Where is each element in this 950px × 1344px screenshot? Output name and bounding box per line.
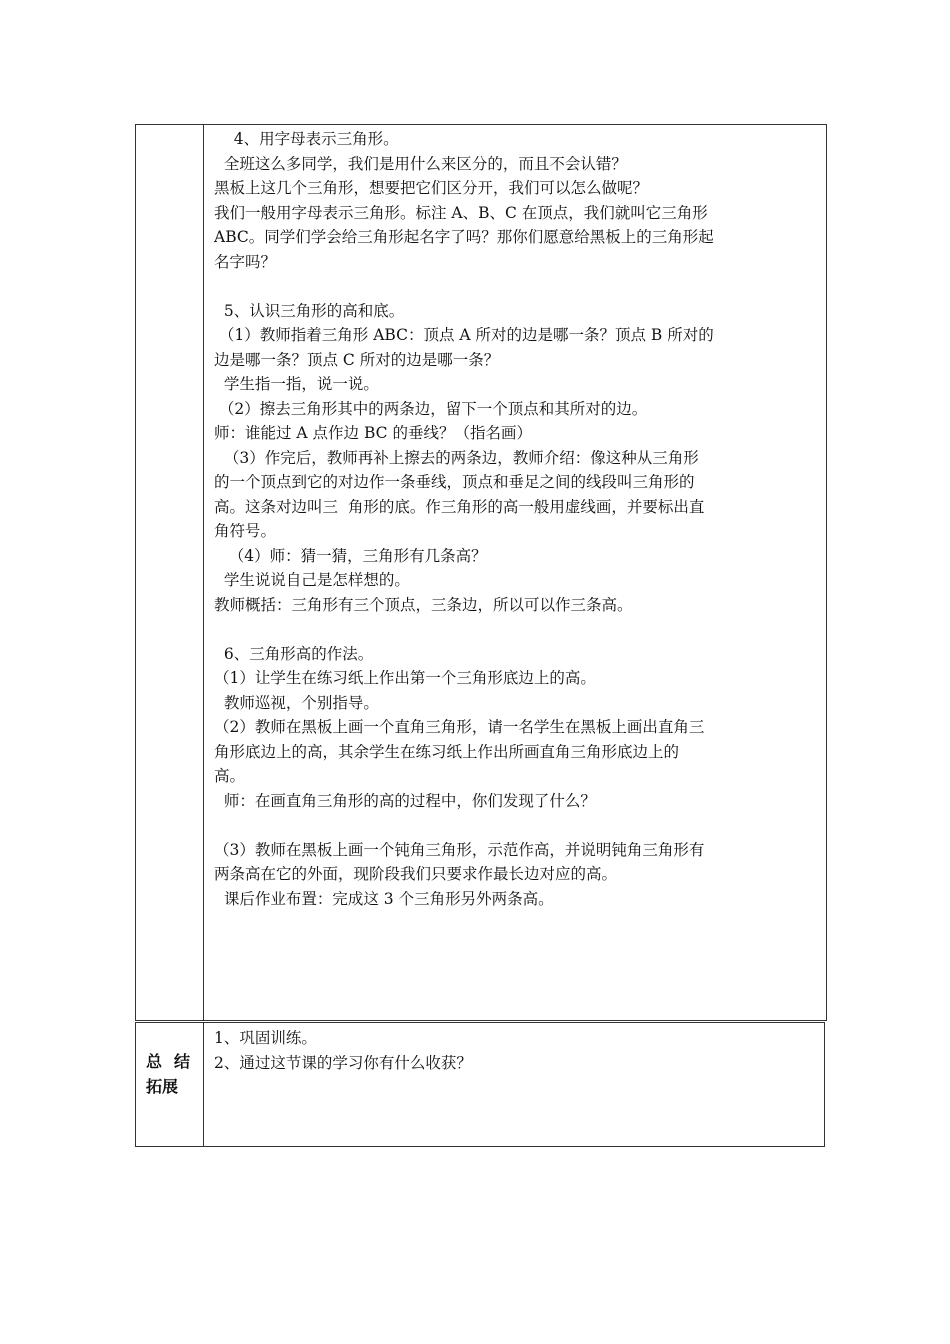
text-line — [214, 813, 820, 838]
text-line: 4、用字母表示三角形。 — [214, 130, 399, 148]
text-line: （1）让学生在练习纸上作出第一个三角形底边上的高。 — [214, 669, 596, 687]
row-content-cell — [204, 1023, 824, 1146]
label-line: 拓展 — [146, 1077, 179, 1096]
text-line: 教师概括：三角形有三个顶点，三条边，所以可以作三条高。 — [214, 595, 633, 614]
text-line: （4）师：猜一猜，三角形有几条高？ — [214, 546, 487, 565]
row-content-cell — [204, 125, 826, 1020]
text-line: 课后作业布置：完成这 3 个三角形另外两条高。 — [214, 889, 554, 908]
text-line: 1、巩固训练。 — [214, 1029, 317, 1047]
row-label-cell — [136, 1023, 204, 1146]
table-row-summary — [135, 1022, 825, 1147]
text-line: 5、认识三角形的高和底。 — [214, 301, 405, 320]
text-line: 全班这么多同学，我们是用什么来区分的，而且不会认错？ — [214, 154, 627, 173]
text-line: （3）教师在黑板上画一个钝角三角形，示范作高，并说明钝角三角形有 — [214, 840, 705, 859]
label-line: 总结 — [146, 1052, 203, 1071]
text-line: （3）作完后，教师再补上擦去的两条边，教师介绍：像这种从三角形 — [214, 448, 699, 467]
text-line: 边是哪一条？顶点 C 所对的边是哪一条？ — [214, 350, 500, 369]
text-line: 名字吗？ — [214, 252, 277, 271]
text-line: 我们一般用字母表示三角形。标注 A、B、C 在顶点，我们就叫它三角形 — [214, 203, 708, 222]
text-line: 学生指一指，说一说。 — [214, 375, 379, 393]
text-line: 师：谁能过 A 点作边 BC 的垂线？（指名画） — [214, 424, 532, 442]
text-line: （1）教师指着三角形 ABC：顶点 A 所对的边是哪一条？顶点 B 所对的 — [214, 326, 714, 344]
text-line: 学生说说自己是怎样想的。 — [214, 571, 410, 589]
text-line: ABC。同学们学会给三角形起名字了吗？那你们愿意给黑板上的三角形起 — [214, 228, 714, 246]
text-line: 角形底边上的高，其余学生在练习纸上作出所画直角三角形底边上的 — [214, 742, 680, 761]
text-line: 6、三角形高的作法。 — [214, 644, 374, 663]
text-line: 高。这条对边叫三 角形的底。作三角形的高一般用虚线画，并要标出直 — [214, 497, 705, 516]
text-line: （2）擦去三角形其中的两条边，留下一个顶点和其所对的边。 — [214, 399, 648, 418]
text-line: 高。 — [214, 767, 246, 785]
table-row-lesson-steps — [135, 124, 827, 1021]
text-line: 2、通过这节课的学习你有什么收获？ — [214, 1053, 472, 1072]
text-line: 的一个顶点到它的对边作一条垂线，顶点和垂足之间的线段叫三角形的 — [214, 473, 695, 491]
summary-extension-label — [146, 1049, 202, 1099]
text-line: 黑板上这几个三角形，想要把它们区分开，我们可以怎么做呢？ — [214, 179, 649, 197]
text-line: 师：在画直角三角形的高的过程中，你们发现了什么？ — [214, 791, 596, 810]
text-line: 角符号。 — [214, 522, 277, 540]
text-line: （2）教师在黑板上画一个直角三角形，请一名学生在黑板上画出直角三 — [214, 718, 705, 736]
row-label-cell — [136, 125, 204, 1020]
text-line: 教师巡视，个别指导。 — [214, 693, 379, 712]
text-line — [214, 617, 820, 642]
text-line — [214, 274, 820, 299]
text-line: 两条高在它的外面，现阶段我们只要求作最长边对应的高。 — [214, 865, 618, 883]
